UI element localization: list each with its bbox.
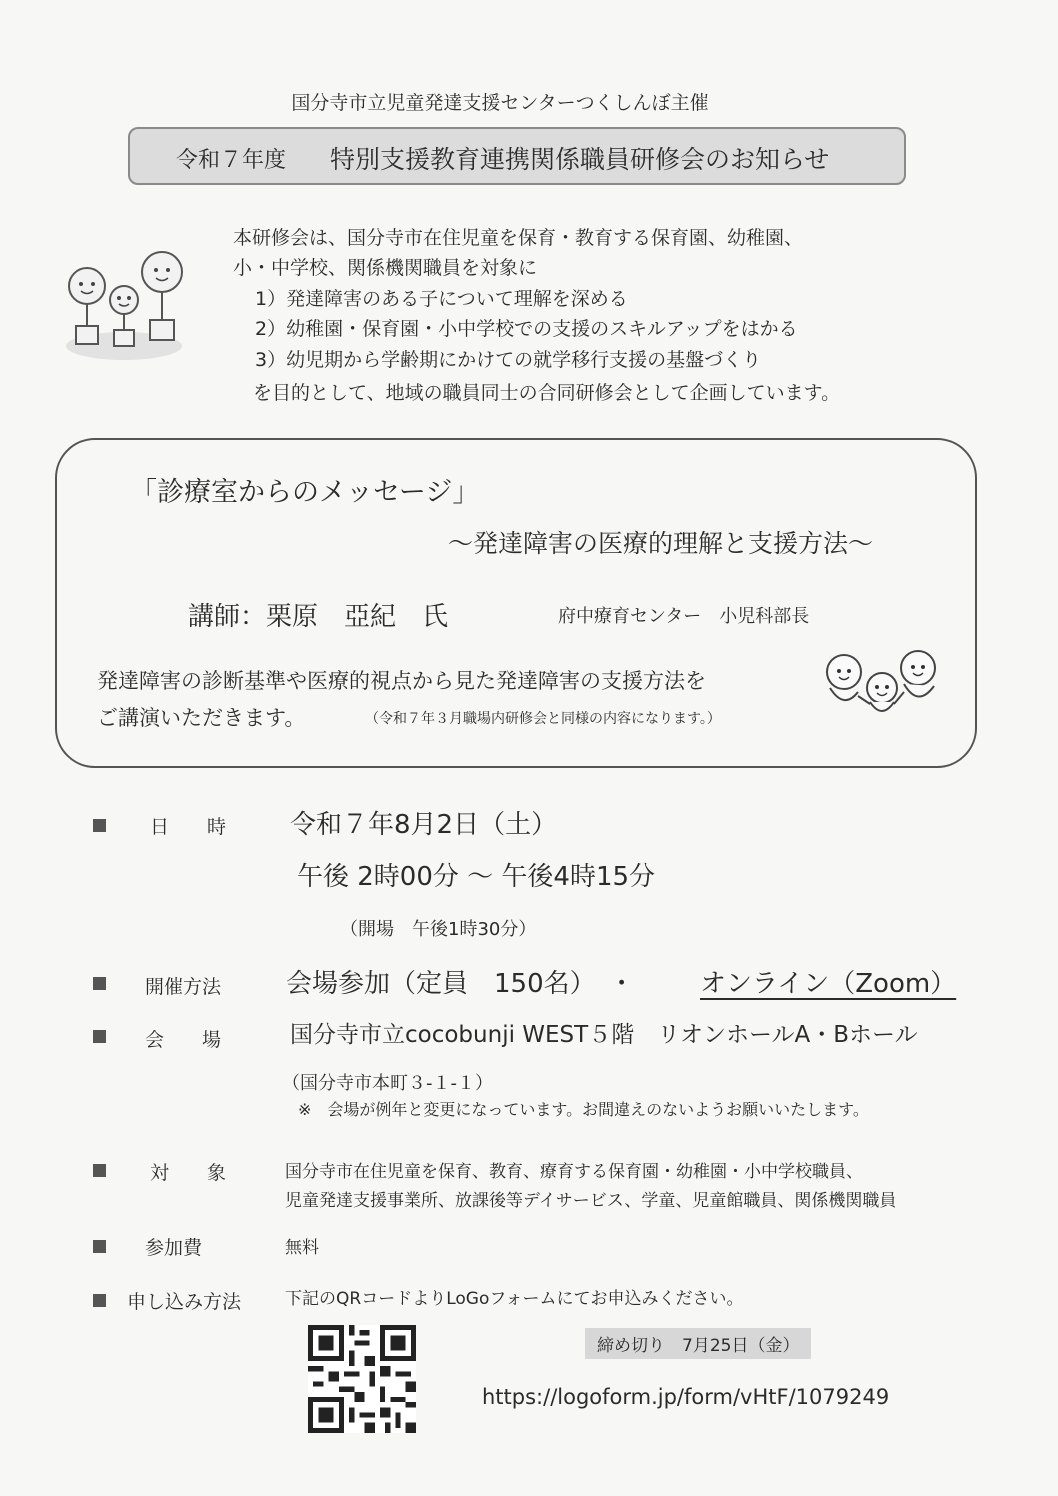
event-date: 令和７年8月2日（土） — [290, 810, 558, 840]
application-url-link[interactable]: https://logoform.jp/form/vHtF/1079249 — [482, 1385, 890, 1409]
organizer-text: 国分寺市立児童発達支援センターつくしんぼ主催 — [291, 92, 709, 114]
event-time: 午後 2時00分 ～ 午後4時15分 — [297, 862, 656, 892]
bullet-icon — [93, 819, 106, 832]
fee-value: 無料 — [285, 1238, 319, 1258]
target-line-1: 国分寺市在住児童を保育、教育、療育する保育園・幼稚園・小中学校職員、 — [285, 1162, 863, 1182]
method-label: 開催方法 — [145, 976, 222, 998]
intro-line-2: 小・中学校、関係機関職員を対象に — [233, 257, 538, 279]
method-online: オンライン（Zoom） — [700, 969, 957, 999]
title-year: 令和７年度 — [176, 148, 287, 173]
target-line-2: 児童発達支援事業所、放課後等デイサービス、学童、児童館職員、関係機関職員 — [285, 1191, 897, 1211]
date-label: 日 時 — [150, 816, 227, 838]
bullet-icon — [93, 1030, 106, 1043]
qr-code-icon[interactable] — [308, 1325, 416, 1433]
lecture-description-2: ご講演いただきます。 — [97, 706, 306, 730]
bullet-icon — [93, 977, 106, 990]
application-deadline: 締め切り 7月25日（金） — [585, 1328, 811, 1359]
venue-address: （国分寺市本町３-１-１） — [282, 1073, 493, 1094]
intro-item-3: 3）幼児期から学齢期にかけての就学移行支援の基盤づくり — [255, 349, 762, 371]
page-title: 特別支援教育連携関係職員研修会のお知らせ — [330, 145, 830, 174]
apply-instructions: 下記のQRコードよりLoGoフォームにてお申込みください。 — [285, 1289, 744, 1309]
doors-open-time: （開場 午後1時30分） — [340, 919, 537, 940]
method-onsite: 会場参加（定員 150名） ・ — [286, 969, 635, 999]
bullet-icon — [93, 1294, 106, 1307]
fee-label: 参加費 — [145, 1237, 203, 1259]
intro-item-2: 2）幼稚園・保育園・小中学校での支援のスキルアップをはかる — [255, 318, 798, 340]
title-banner — [128, 127, 906, 185]
flower-pots-illustration-icon — [62, 248, 187, 363]
venue-note: ※ 会場が例年と変更になっています。お間違えのないようお願いいたします。 — [298, 1100, 869, 1119]
intro-item-1: 1）発達障害のある子について理解を深める — [255, 288, 628, 310]
bullet-icon — [93, 1240, 106, 1253]
intro-line-1: 本研修会は、国分寺市在住児童を保育・教育する保育園、幼稚園、 — [233, 227, 804, 249]
lecture-note: （令和７年３月職場内研修会と同様の内容になります。） — [365, 711, 721, 727]
target-label: 対 象 — [150, 1162, 227, 1184]
apply-label: 申し込み方法 — [127, 1291, 242, 1313]
intro-closing: を目的として、地域の職員同士の合同研修会として企画しています。 — [253, 382, 841, 404]
bullet-icon — [93, 1164, 106, 1177]
children-illustration-icon — [820, 648, 950, 720]
speaker-affiliation: 府中療育センター 小児科部長 — [558, 606, 810, 627]
lecture-subtitle: ～発達障害の医療的理解と支援方法～ — [448, 529, 874, 558]
venue-label: 会 場 — [145, 1029, 222, 1051]
lecture-description-1: 発達障害の診断基準や医療的視点から見た発達障害の支援方法を — [97, 669, 706, 693]
lecture-title: 「診療室からのメッセージ」 — [130, 477, 480, 508]
venue-name: 国分寺市立cocobunji WEST５階 リオンホールA・Bホール — [290, 1022, 918, 1048]
lecture-speaker: 講師：栗原 亞紀 氏 — [188, 602, 449, 632]
